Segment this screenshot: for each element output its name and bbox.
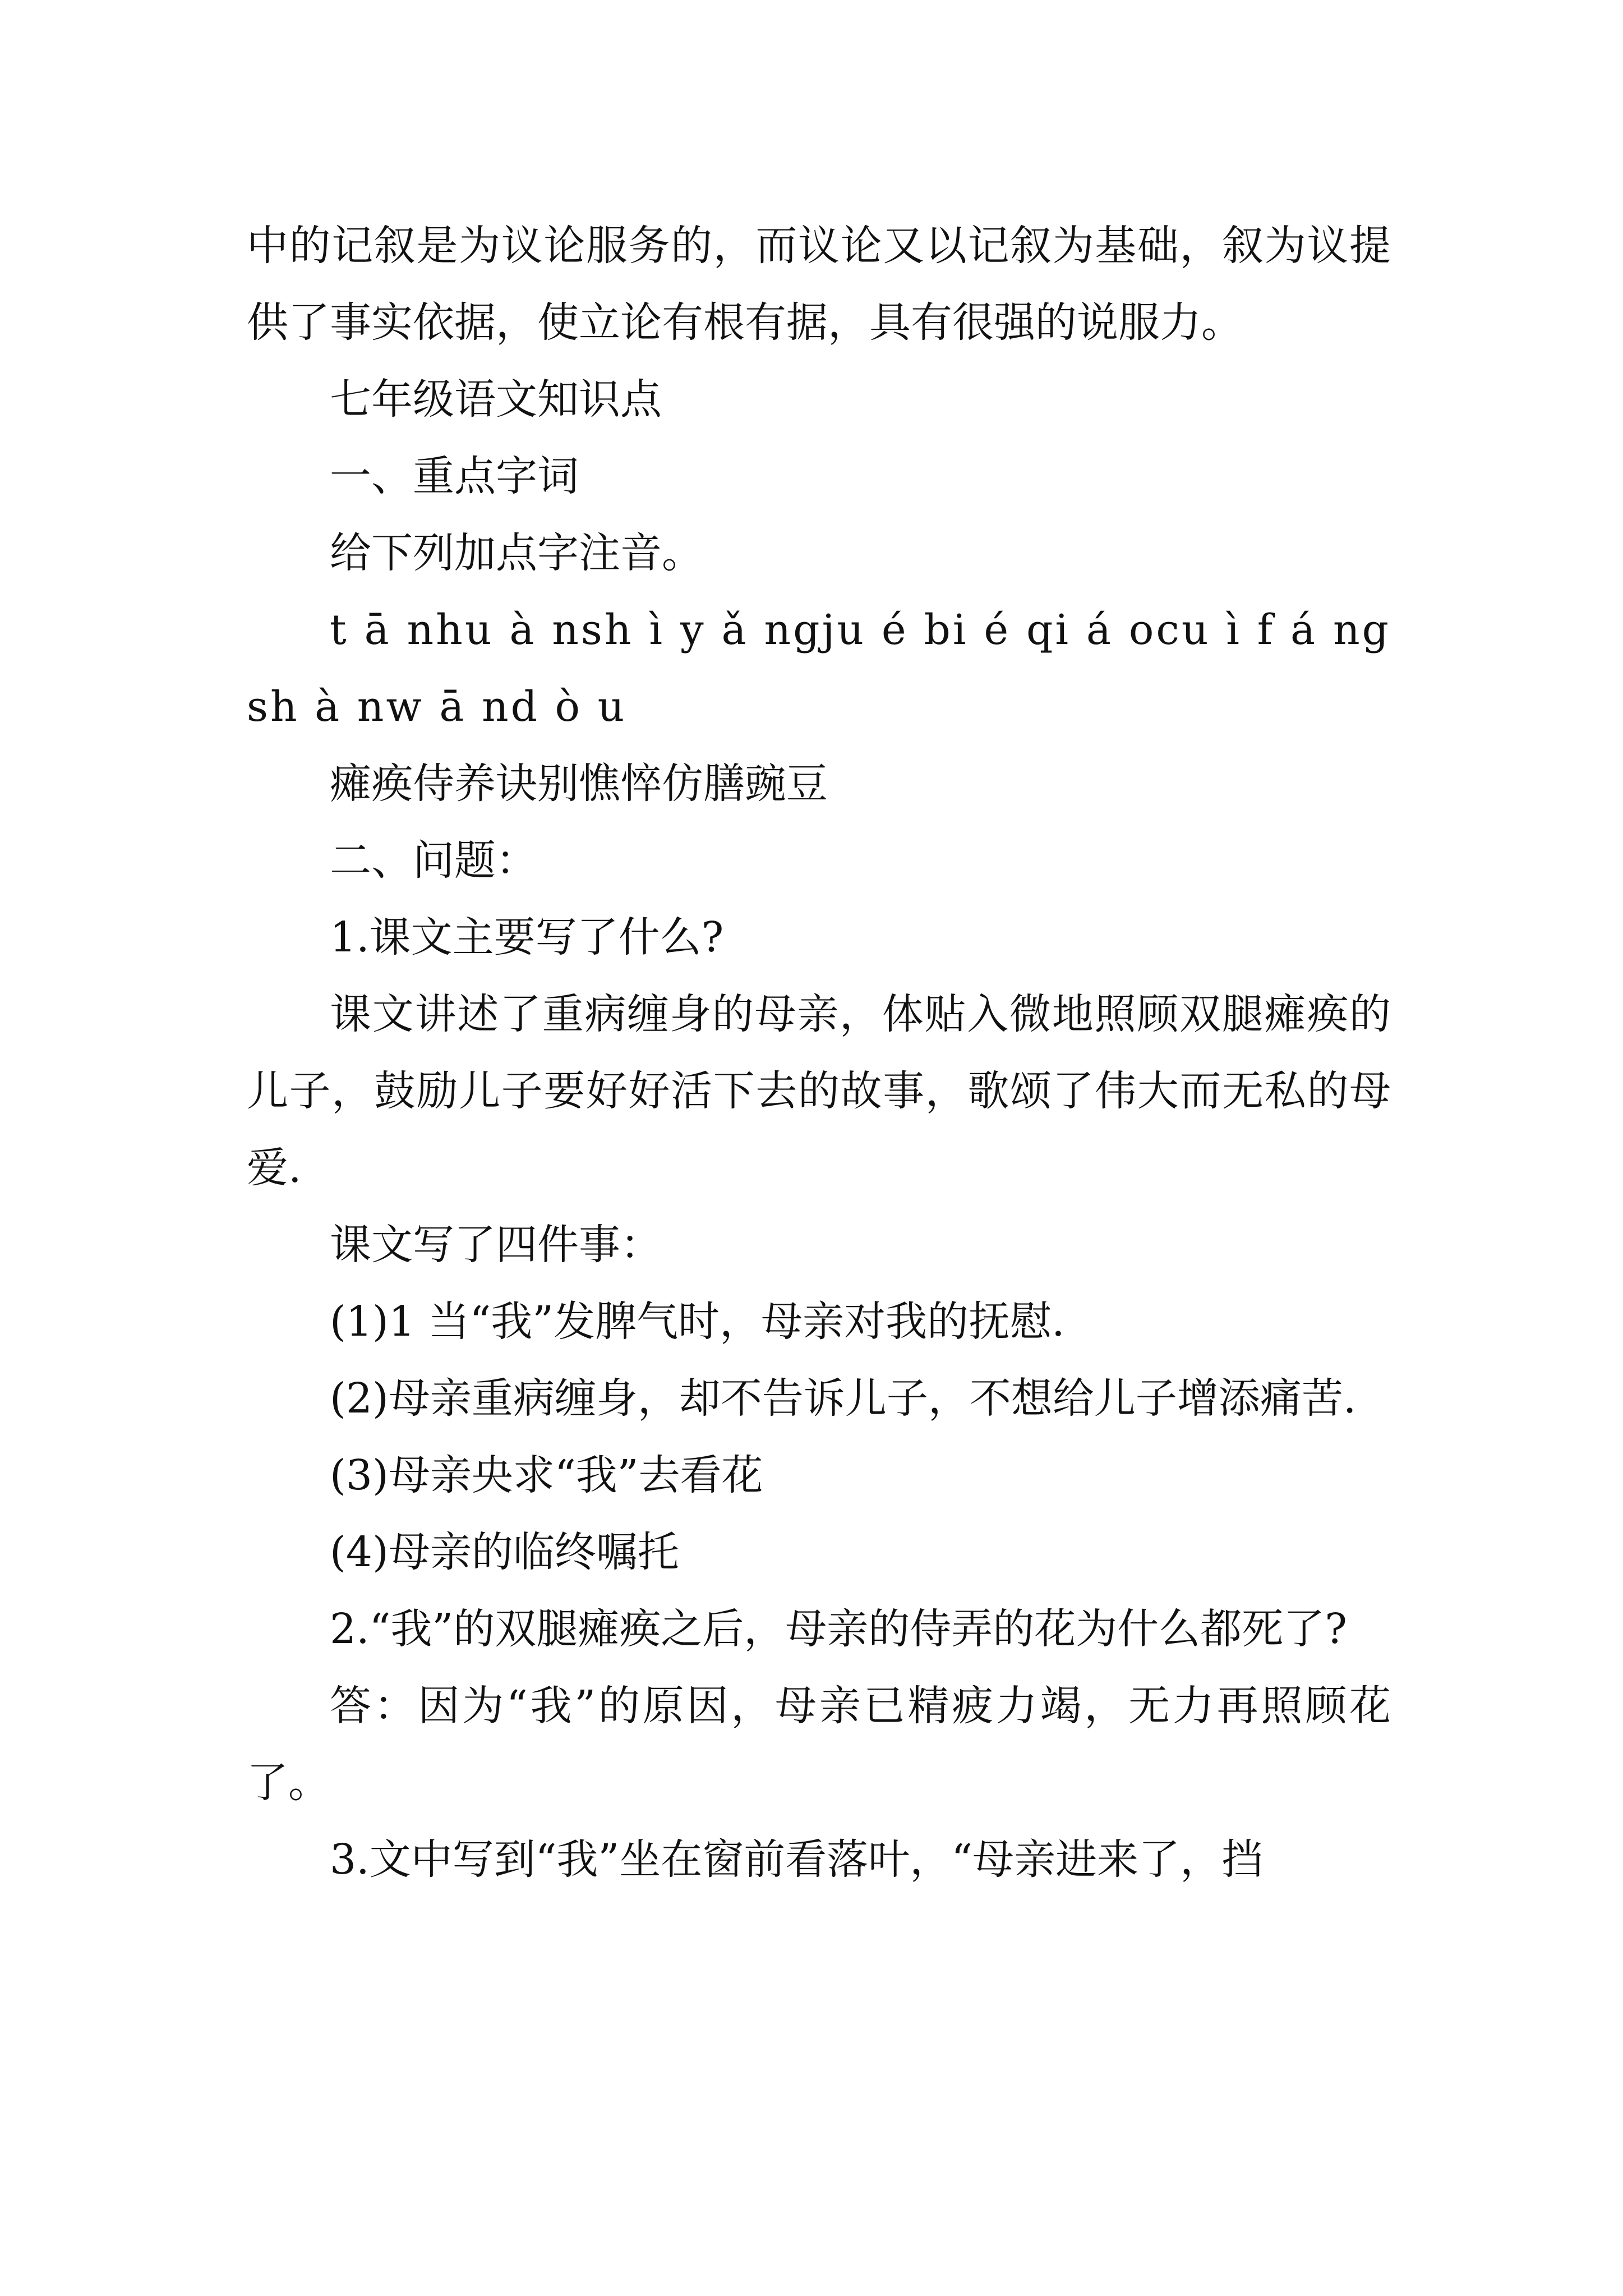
event-1: (1)1 当“我”发脾气时，母亲对我的抚慰. xyxy=(330,1297,1065,1346)
four-events-intro: 课文写了四件事： xyxy=(330,1221,662,1269)
question-2: 2.“我”的双腿瘫痪之后，母亲的侍弄的花为什么都死了? xyxy=(330,1605,1347,1653)
event-2: (2)母亲重病缠身，却不告诉儿子，不想给儿子增添痛苦. xyxy=(330,1374,1357,1423)
instruction-phonetic: 给下列加点字注音。 xyxy=(330,529,703,577)
section-title: 七年级语文知识点 xyxy=(330,375,662,424)
paragraph-intro-continuation: 中的记叙是为议论服务的，而议论又以记叙为基础，叙为议提供了事实依据，使立论有根有据，具有很强的说服力。 xyxy=(247,222,1391,347)
heading-key-words: 一、重点字词 xyxy=(330,452,579,500)
pinyin-line: t ā nhu à nsh ì y ǎ ngju é bi é qi á ocu ì f á ngsh à nw ā nd ò u xyxy=(247,606,1391,731)
event-3: (3)母亲央求“我”去看花 xyxy=(330,1451,763,1499)
answer-2: 答：因为“我”的原因，母亲已精疲力竭，无力再照顾花了。 xyxy=(247,1682,1391,1807)
event-4: (4)母亲的临终嘱托 xyxy=(330,1528,679,1576)
question-3: 3.文中写到“我”坐在窗前看落叶，“母亲进来了，挡 xyxy=(330,1835,1264,1884)
heading-questions: 二、问题： xyxy=(330,836,537,885)
answer-1: 课文讲述了重病缠身的母亲，体贴入微地照顾双腿瘫痪的儿子，鼓励儿子要好好活下去的故事，歌颂了伟大而无私的母爱. xyxy=(247,990,1391,1192)
document-body xyxy=(247,208,1391,1898)
question-1: 1.课文主要写了什么? xyxy=(330,913,724,961)
vocabulary-words: 瘫痪侍养诀别憔悴仿膳豌豆 xyxy=(330,760,828,808)
